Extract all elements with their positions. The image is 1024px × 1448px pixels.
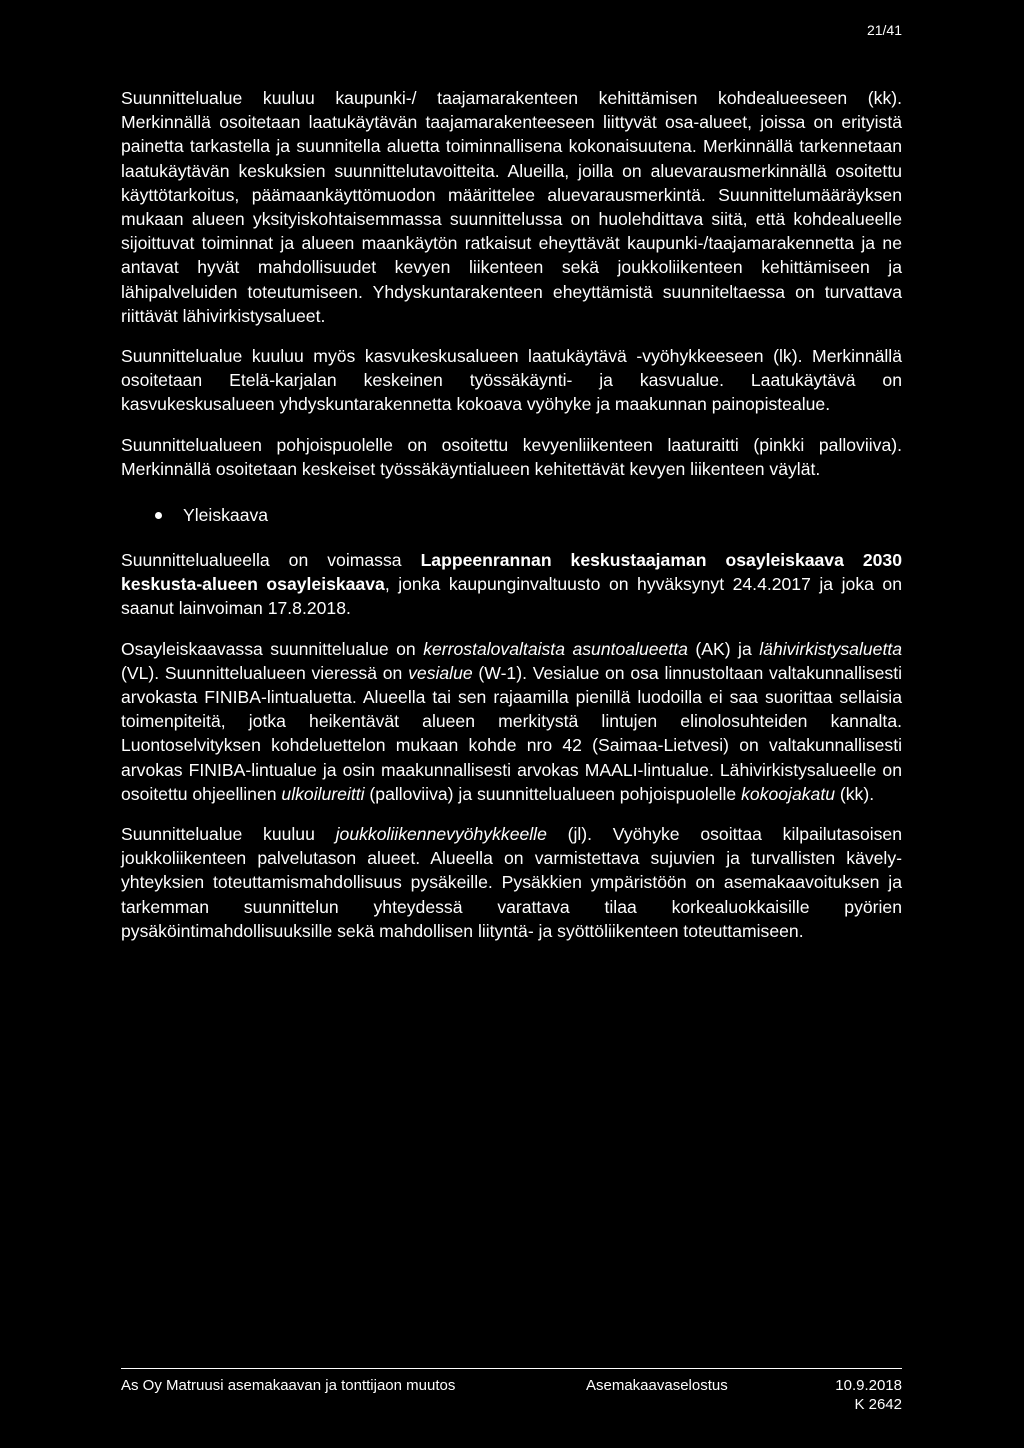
section-heading-text: Yleiskaava	[183, 505, 269, 526]
bullet-icon	[155, 512, 162, 519]
paragraph-laaturaitti: Suunnittelualueen pohjoispuolelle on osoitettu kevyenliikenteen laaturaitti (pinkki palloviiva). Merkinnällä osoitetaan keskeiset työssäkäyntialueen kehitettävät kevyen liikenteen väylät.	[121, 434, 902, 479]
text-run: (W-1). Vesialue on osa linnustoltaan valtakunnallisesti arvokasta FINIBA-lintualuetta. Alueella tai sen rajaamilla pienillä luodoilla ei saa suorittaa sellaisia toimenpiteitä, jotka heikentävät alueen merkitystä lintujen elinolosuhteiden kannalta. Luontoselvityksen kohdeluettelon mukaan kohde nro 42 (Saimaa-Lietvesi) on valtakunnallisesti arvokas FINIBA-lintualue ja osin maakunnallisesti arvokas MAALI-lintualue. Lähivirkistysalueelle on osoitettu ohjeellinen	[121, 662, 902, 804]
text-run: (VL). Suunnittelualueen vieressä on	[121, 662, 409, 683]
text-run: Osayleiskaavassa suunnittelualue on	[121, 638, 424, 659]
footer-code: K 2642	[854, 1396, 902, 1413]
plan-name-bold: Lappeenrannan keskustaajaman osayleiskaava 2030 keskusta-alueen osayleiskaava	[121, 550, 903, 595]
term-italic: kokoojakatu	[741, 783, 836, 804]
text-run: (kk).	[835, 783, 875, 804]
text-run: , jonka kaupunginvaltuusto on hyväksynyt 24.4.2017 ja joka on saanut lainvoiman 17.8.2018.	[121, 574, 902, 619]
footer-document-type: Asemakaavaselostus	[586, 1377, 728, 1394]
term-italic: vesialue	[408, 662, 473, 683]
text-run: (jl). Vyöhyke osoittaa kilpailutasoisen joukkoliikenteen palvelutason alueet. Alueella on varmistettava sujuvien ja turvallisten kävely-yhteyksien toteuttamismahdollisuus pysäkeille. Pysäkkien ympäristöön on asemakaavoituksen ja tarkemman suunnittelun yhteydessä varattava tilaa korkealuokkaisille pyörien pysäköintimahdollisuuksille sekä mahdollisen liityntä- ja syöttöliikenteen toteuttamiseen.	[121, 824, 903, 941]
document-body	[121, 86, 902, 959]
footer-project: As Oy Matruusi asemakaavan ja tonttijaon muutos	[121, 1377, 456, 1394]
term-italic: lähivirkistysaluetta	[759, 638, 903, 659]
paragraph-laatukaytava: Suunnittelualue kuuluu myös kasvukeskusalueen laatukäytävä -vyöhykkeeseen (lk). Merkinnällä osoitetaan Etelä-karjalan keskeinen työssäkäynti- ja kasvualue. Laatukäytävä on kasvukeskusalueen yhdyskuntarakennetta kokoava vyöhyke ja maakunnan painopistealue.	[121, 346, 902, 415]
text-run: Suunnittelualueella on voimassa	[121, 550, 421, 571]
page-number: 21/41	[866, 22, 902, 38]
term-italic: joukkoliikennevyöhykkeelle	[335, 824, 547, 845]
section-heading-yleiskaava	[121, 503, 902, 527]
paragraph-joukkoliikenne	[121, 822, 902, 943]
text-run: (AK) ja	[687, 638, 760, 659]
text-run: Suunnittelualue kuuluu	[121, 824, 336, 845]
term-italic: ulkoilureitti	[281, 783, 365, 804]
paragraph-kaavamerkinnat	[121, 637, 902, 806]
paragraph-maakuntakaava-kk: Suunnittelualue kuuluu kaupunki-/ taajamarakenteen kehittämisen kohdealueeseen (kk). Merkinnällä osoitetaan laatukäytävän taajamarakenteeseen liittyvät osa-alueet, joissa on erityistä painetta tarkastella ja suunnitella aluetta toiminnallisena kokonaisuutena. Merkinnällä tarkennetaan laatukäytävän keskuksien suunnittelutavoitteita. Alueilla, joilla on aluevarausmerkinnällä osoitettu käyttötarkoitus, päämaankäyttömuodon määrittelee aluevarausmerkintä. Suunnittelumääräyksen mukaan alueen yksityiskohtaisemmassa suunnittelussa on huolehdittava siitä, että kohdealueelle sijoittuvat toiminnat ja alueen maankäytön ratkaisut eheyttävät kaupunki-/taajamarakennetta ja ne antavat hyvät mahdollisuudet kevyen liikenteen sekä joukkoliikenteen kehittämiseen ja lähipalveluiden toteutumiseen. Yhdyskuntarakenteen eheyttämistä suunniteltaessa on turvattava riittävät lähivirkistysalueet.	[121, 88, 902, 326]
term-italic: kerrostalovaltaista asuntoalueetta	[423, 638, 688, 659]
paragraph-osayleiskaava	[121, 548, 902, 621]
text-run: (palloviiva) ja suunnittelualueen pohjoispuolelle	[364, 783, 742, 804]
footer-divider	[121, 1368, 902, 1369]
footer-date: 10.9.2018	[835, 1377, 902, 1394]
